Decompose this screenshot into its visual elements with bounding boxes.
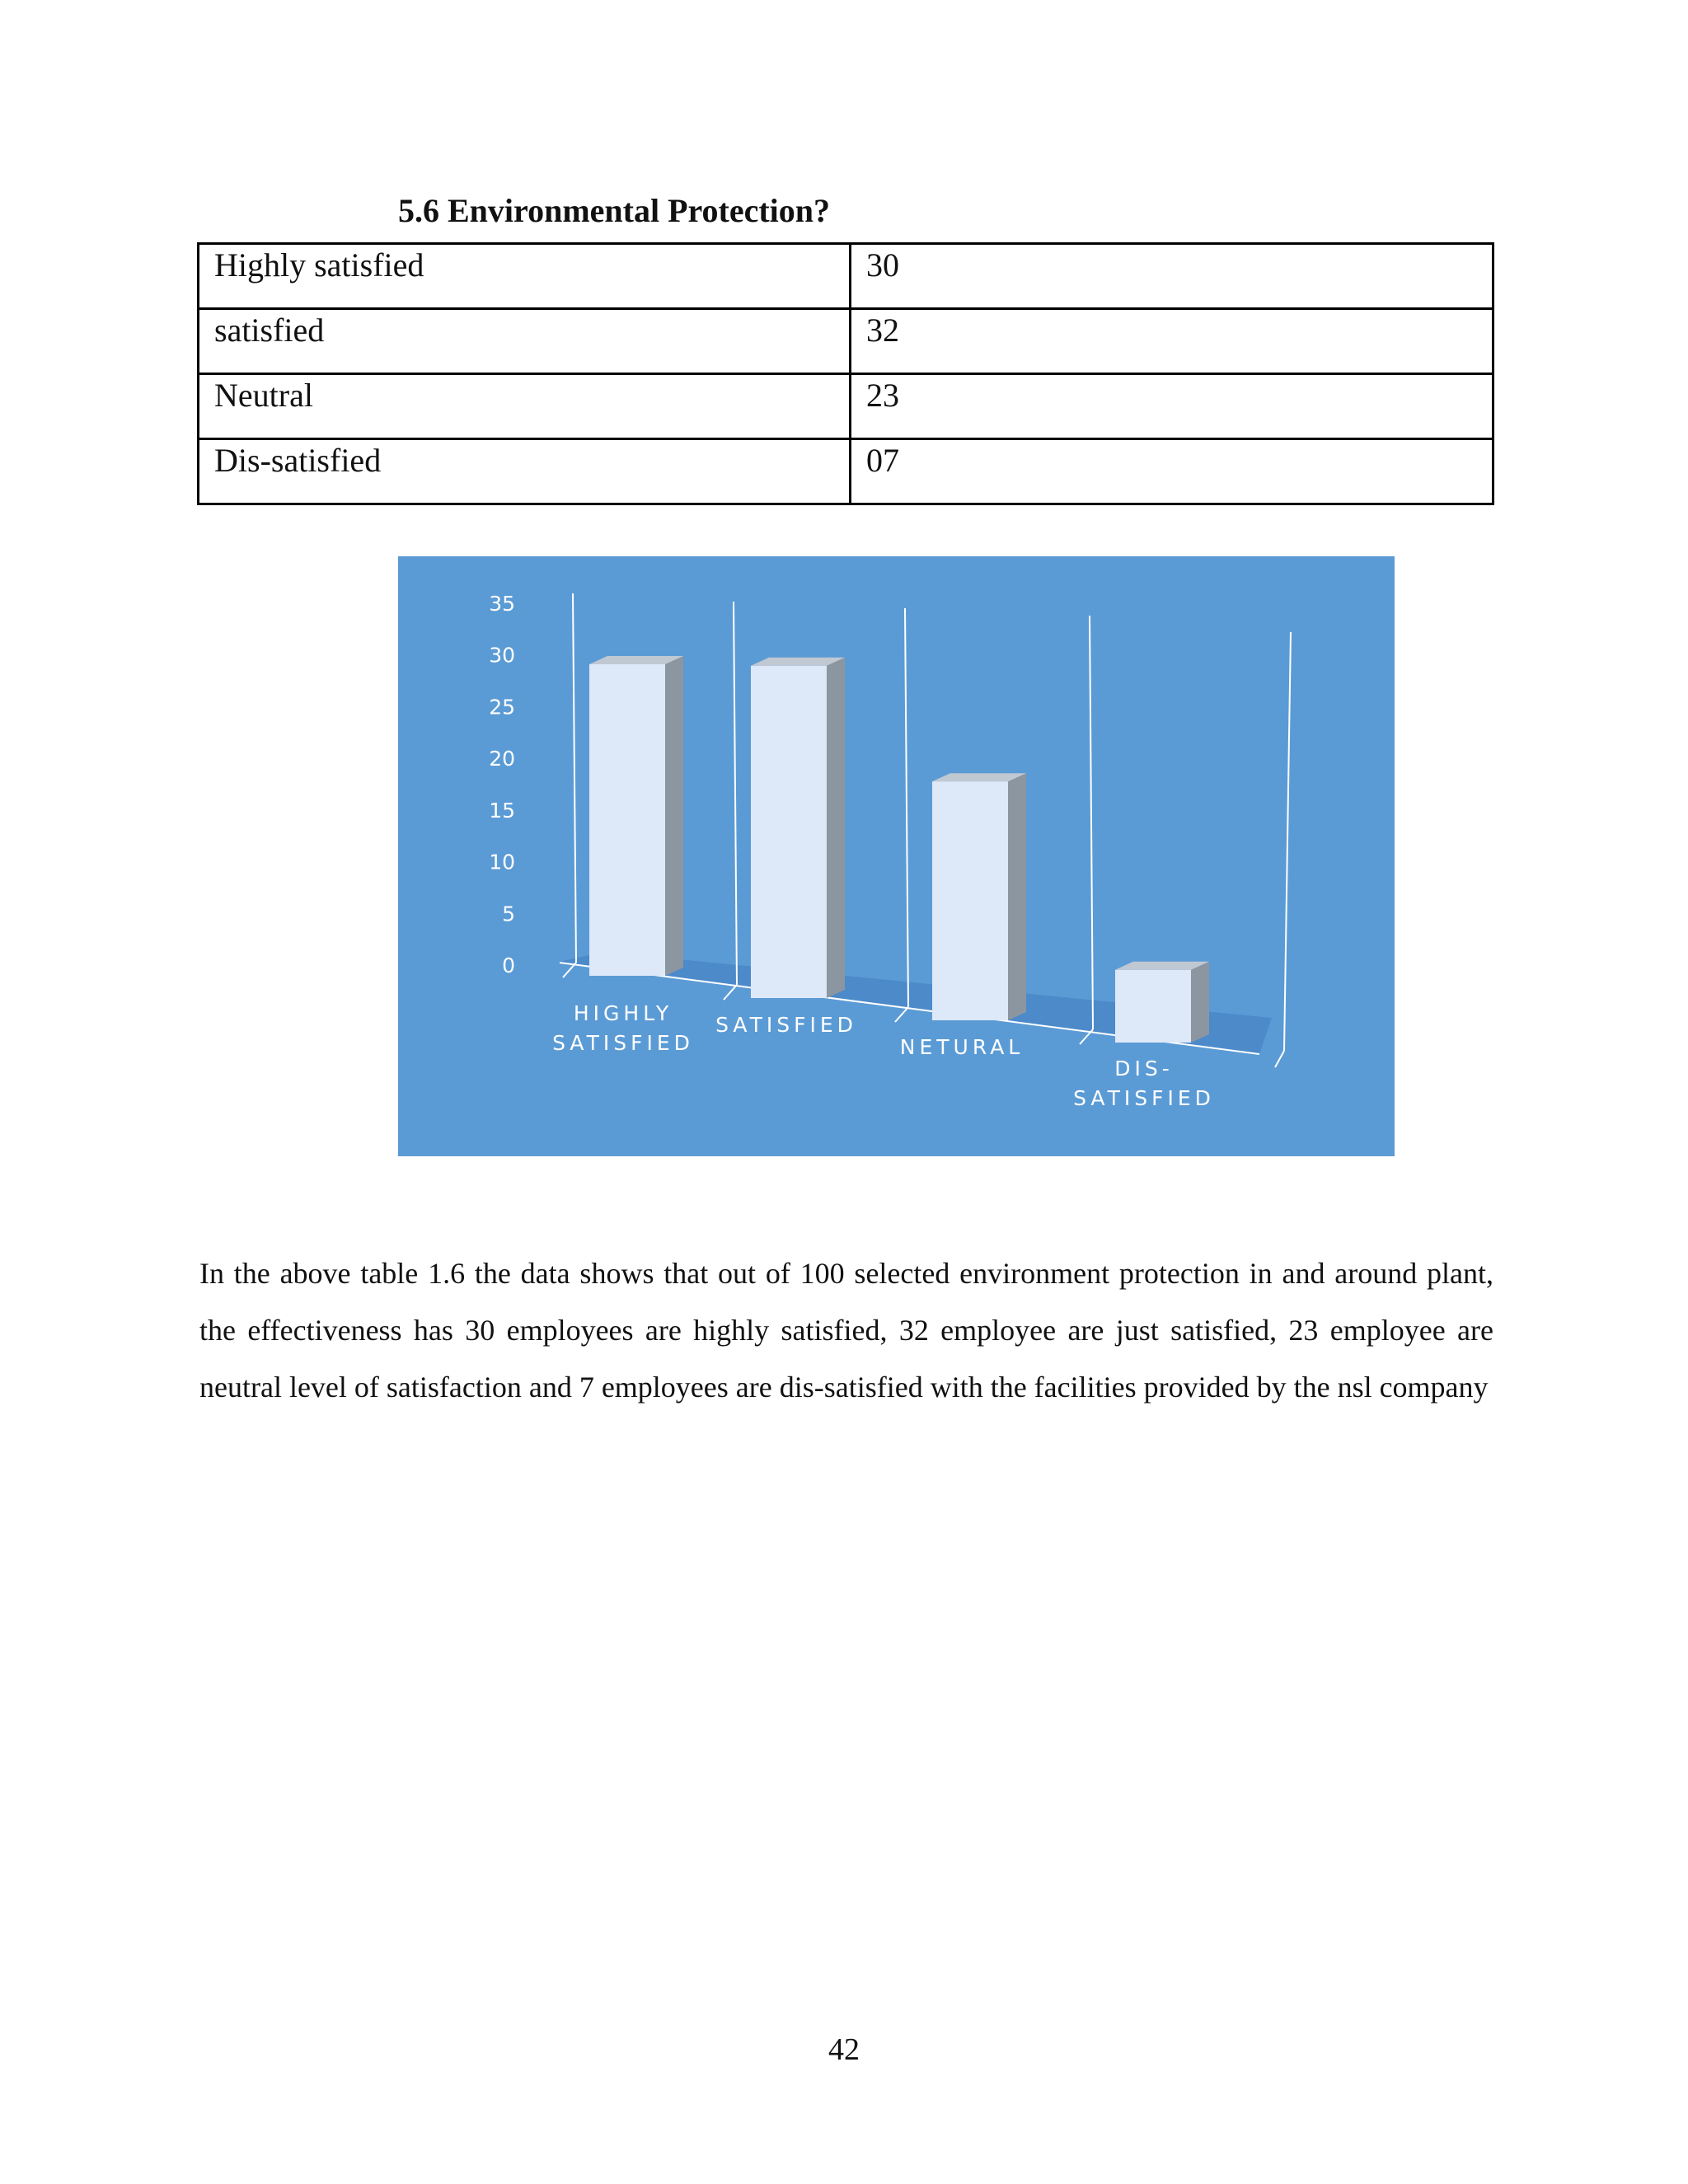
y-tick-label: 25 (489, 695, 515, 719)
row-value: 07 (851, 439, 1493, 504)
bar (589, 664, 665, 976)
chart-background (398, 556, 1395, 1156)
bar-side (827, 658, 845, 998)
bar-side (1191, 962, 1209, 1043)
table-row (199, 309, 1493, 374)
y-tick-label: 10 (489, 850, 515, 874)
section-heading: 5.6 Environmental Protection? (398, 192, 831, 229)
bar-side (1008, 773, 1026, 1020)
row-value: 23 (851, 374, 1493, 439)
x-tick-label: NETURAL (899, 1035, 1025, 1059)
row-label: satisfied (199, 309, 851, 374)
y-tick-label: 35 (489, 592, 515, 616)
row-label: Neutral (199, 374, 851, 439)
x-tick-label: HIGHLY (573, 1001, 673, 1025)
row-value: 32 (851, 309, 1493, 374)
chart-svg (398, 556, 1395, 1156)
x-tick-label: SATISFIED (1073, 1086, 1215, 1110)
table-row (199, 439, 1493, 504)
table-row (199, 374, 1493, 439)
page-number: 42 (828, 2032, 860, 2067)
results-table (197, 242, 1494, 505)
x-tick-label: DIS- (1114, 1057, 1174, 1080)
x-tick-label: SATISFIED (552, 1031, 694, 1055)
y-tick-label: 5 (502, 902, 515, 926)
bar (1115, 970, 1191, 1043)
row-label: Highly satisfied (199, 244, 851, 309)
row-value: 30 (851, 244, 1493, 309)
table-row (199, 244, 1493, 309)
description-paragraph: In the above table 1.6 the data shows that out of 100 selected environment protection in and around plant, the effectiveness has 30 employees are highly satisfied, 32 employee are just satisfied, 23 employee are neutral level of satisfaction and 7 employees are dis-satisfied with the facilities provided by the nsl company (199, 1257, 1493, 1404)
bar (932, 781, 1008, 1020)
row-label: Dis-satisfied (199, 439, 851, 504)
bar (751, 666, 827, 998)
x-tick-label: SATISFIED (715, 1013, 857, 1037)
bar-chart (398, 556, 1395, 1156)
y-tick-label: 15 (489, 798, 515, 823)
bar-side (665, 656, 683, 976)
y-tick-label: 0 (502, 954, 515, 977)
y-tick-label: 30 (489, 643, 515, 668)
y-tick-label: 20 (489, 747, 515, 771)
